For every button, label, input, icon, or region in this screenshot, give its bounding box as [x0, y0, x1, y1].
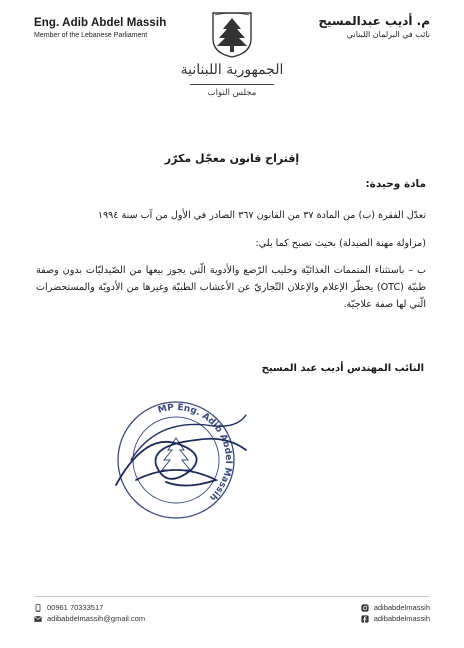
footer-email [34, 614, 145, 623]
article-heading: مادة وحيدة: [365, 178, 426, 190]
footer-phone [34, 603, 103, 612]
stamp-ring-text: MP Eng. Adib Abdel Massih [156, 402, 234, 503]
mp-name-english: Eng. Adib Abdel Massih [34, 17, 167, 29]
paragraph-law-name: (مزاولة مهنة الصيدلة) بحيث تصبح كما يلي: [255, 238, 426, 249]
mp-role-english: Member of the Lebanese Parliament [34, 32, 148, 39]
proposal-title: إقتراح قانون معجّل مكرّر [164, 152, 300, 165]
email-address: adibabdelmassih@gmail.com [47, 614, 146, 623]
email-icon [34, 615, 42, 623]
mp-name-arabic: م. أديب عبدالمسيح [318, 14, 430, 28]
header-arabic [270, 14, 430, 39]
instagram-icon [361, 604, 369, 612]
phone-icon [34, 604, 42, 612]
paragraph-amendment: تعدّل الفقرة (ب) من المادة ٣٧ من القانون ٣٦٧ الصادر في الأول من آب سنة ١٩٩٤ [97, 210, 426, 221]
cedar-emblem-icon [209, 9, 255, 59]
footer-divider [34, 596, 430, 597]
footer-instagram [361, 603, 430, 612]
footer-facebook [361, 614, 430, 623]
mp-role-arabic: نائب في البرلمان اللبناني [346, 30, 430, 39]
facebook-icon [361, 615, 369, 623]
instagram-handle: adibabdelmassih [373, 603, 430, 612]
signatory-name: النائب المهندس أديب عبد المسيح [261, 363, 424, 374]
official-stamp-signature [96, 390, 256, 530]
republic-title: الجمهورية اللبنانية [180, 62, 284, 78]
header-english [34, 17, 194, 39]
header-divider [190, 84, 274, 85]
council-subtitle: مجلس النواب [207, 88, 257, 98]
paragraph-clause-b: ب – باستثناء المتممات الغذائيّة وحليب الرّضع والأدوية الّتي يجوز بيعها من الصّيدليّات بدون وصفة طبيّة (OTC) يحظّر الإعلام والإعلان التّجاريّ عن الأعشاب الطبيّة وغيرها من الأدويّة والمستحضرات الّتي لها صفة علاجيّة. [36, 265, 426, 310]
facebook-handle: adibabdelmassih [373, 614, 430, 623]
phone-number: 00961 70333517 [47, 603, 104, 612]
